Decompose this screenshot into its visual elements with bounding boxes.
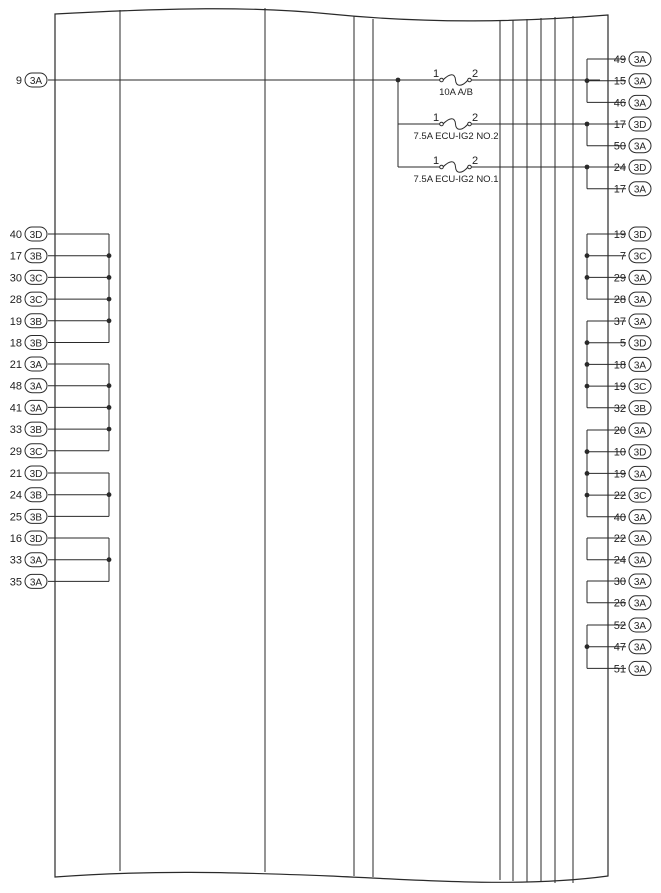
- left-connector-label: 3B: [29, 316, 43, 328]
- left-terminal-pin: 48: [9, 380, 22, 393]
- right-terminal-pin: 50: [613, 140, 626, 153]
- splice-dot: [585, 253, 590, 258]
- left-terminal-pin: 33: [9, 424, 22, 437]
- left-connector-label: 3C: [29, 273, 43, 285]
- left-terminal-pin: 30: [9, 272, 22, 285]
- left-terminal-pin: 16: [9, 533, 22, 545]
- right-connector-label: 3B: [633, 403, 647, 415]
- right-terminal-pin: 46: [613, 97, 626, 110]
- fuse-0-name: 10A A/B: [439, 87, 473, 98]
- right-connector-label: 3A: [633, 642, 647, 654]
- splice-dot: [396, 78, 401, 83]
- left-terminal-pin: 21: [9, 359, 22, 371]
- right-terminal-pin: 32: [613, 402, 626, 415]
- right-connector-label: 3A: [633, 621, 647, 632]
- fuse-2-pin-in: 1: [432, 155, 440, 167]
- right-connector-label: 3D: [633, 163, 647, 174]
- fuse-ecu-ig2-no2-symbol: [443, 119, 468, 130]
- fuse-1-pin-in: 1: [432, 112, 440, 124]
- right-terminal-pin: 22: [613, 490, 626, 503]
- right-connector-label: 3D: [633, 338, 647, 350]
- left-connector-label: 3B: [29, 338, 43, 350]
- right-terminal-pin: 19: [613, 229, 626, 241]
- right-connector-label: 3C: [633, 382, 647, 394]
- left-connector-label: 3B: [29, 512, 43, 524]
- right-connector-label: 3A: [633, 317, 647, 328]
- right-terminal-pin: 18: [613, 359, 626, 372]
- splice-dot: [107, 297, 112, 302]
- right-terminal-pin: 24: [613, 162, 626, 174]
- fuse-1-name: 7.5A ECU-IG2 NO.2: [413, 131, 499, 142]
- right-connector-label: 3A: [633, 512, 647, 524]
- left-connector-label: 3C: [29, 295, 43, 307]
- right-connector-label: 3A: [633, 360, 647, 372]
- right-connector-label: 3C: [633, 251, 647, 263]
- right-terminal-pin: 10: [613, 446, 626, 459]
- fuse-2-pin-out: 2: [471, 155, 479, 167]
- internal-lines: [120, 8, 573, 883]
- splice-dot: [585, 165, 590, 170]
- left-terminal-pin: 41: [9, 402, 22, 415]
- left-connector-label: 3C: [29, 446, 43, 458]
- fuse-1-pin-out: 2: [471, 112, 479, 124]
- left-connector-label: 3B: [29, 425, 43, 437]
- right-terminal-pin: 47: [613, 641, 626, 654]
- right-terminal-pin: 22: [613, 533, 626, 545]
- right-terminal-pin: 37: [613, 316, 626, 328]
- splice-dot: [585, 493, 590, 498]
- right-terminal-pin: 17: [613, 183, 626, 196]
- right-terminal-pin: 49: [613, 54, 626, 66]
- right-terminal-pin: 26: [613, 597, 626, 610]
- right-connector-label: 3A: [633, 184, 647, 196]
- right-terminal-pin: 5: [619, 337, 626, 350]
- splice-dot: [107, 557, 112, 562]
- right-terminal-pin: 51: [613, 663, 626, 676]
- splice-dot: [585, 384, 590, 389]
- splice-dot: [585, 78, 590, 83]
- right-connector-label: 3A: [633, 598, 647, 610]
- left-input-pin-number: 9: [15, 75, 22, 87]
- splice-dot: [585, 340, 590, 345]
- left-terminal-pin: 21: [9, 468, 22, 480]
- splice-dot: [585, 471, 590, 476]
- left-connector-label: 3B: [29, 251, 43, 263]
- splice-dot: [585, 275, 590, 280]
- right-terminal-pin: 19: [613, 468, 626, 481]
- right-terminal-pin: 40: [613, 511, 626, 524]
- splice-dot: [107, 253, 112, 258]
- right-terminal-pin: 52: [613, 620, 626, 632]
- left-connector-label: 3D: [29, 534, 43, 545]
- fuse-0-pin-in: 1: [432, 68, 440, 80]
- left-terminal-pin: 28: [9, 294, 22, 307]
- right-terminal-pin: 28: [613, 294, 626, 307]
- left-connector-label: 3D: [29, 230, 43, 241]
- right-terminal-groups: [585, 52, 651, 675]
- right-connector-label: 3C: [633, 491, 647, 503]
- left-terminal-pin: 33: [9, 554, 22, 567]
- fuse-0-pin-out: 2: [471, 68, 479, 80]
- right-connector-label: 3A: [633, 295, 647, 307]
- right-connector-label: 3A: [633, 469, 647, 481]
- left-connector-label: 3A: [29, 577, 43, 589]
- fuse-wiring: [48, 80, 600, 167]
- splice-dot: [107, 383, 112, 388]
- splice-dot: [107, 427, 112, 432]
- right-terminal-pin: 24: [613, 554, 626, 567]
- right-terminal-pin: 17: [613, 119, 626, 131]
- right-connector-label: 3A: [633, 664, 647, 676]
- right-terminal-pin: 15: [613, 75, 626, 88]
- block-outline: [55, 9, 608, 883]
- left-input-connector-label: 3A: [29, 76, 43, 87]
- splice-dot: [107, 492, 112, 497]
- right-connector-label: 3A: [633, 426, 647, 437]
- splice-dot: [585, 449, 590, 454]
- fuse-10a-ab-symbol: [443, 75, 468, 86]
- left-terminal-pin: 40: [9, 229, 22, 241]
- splice-dot: [585, 362, 590, 367]
- right-connector-label: 3D: [633, 230, 647, 241]
- right-connector-label: 3A: [633, 141, 647, 153]
- right-connector-label: 3D: [633, 120, 647, 131]
- splice-dot: [107, 318, 112, 323]
- left-connector-label: 3D: [29, 469, 43, 480]
- right-terminal-pin: 30: [613, 576, 626, 588]
- right-connector-label: 3D: [633, 447, 647, 459]
- left-connector-label: 3A: [29, 360, 43, 371]
- left-terminal-pin: 19: [9, 315, 22, 328]
- left-connector-label: 3A: [29, 403, 43, 415]
- right-connector-label: 3A: [633, 55, 647, 66]
- fuse-2-name: 7.5A ECU-IG2 NO.1: [413, 174, 499, 185]
- left-terminal-pin: 18: [9, 337, 22, 350]
- left-connector-label: 3A: [29, 555, 43, 567]
- right-connector-label: 3A: [633, 273, 647, 285]
- left-terminal-pin: 24: [9, 489, 22, 502]
- left-terminal-pin: 29: [9, 445, 22, 458]
- right-connector-label: 3A: [633, 534, 647, 545]
- left-terminal-groups: [10, 227, 112, 588]
- splice-dot: [585, 644, 590, 649]
- right-terminal-pin: 19: [613, 381, 626, 394]
- splice-dot: [107, 275, 112, 280]
- right-connector-label: 3A: [633, 98, 647, 110]
- right-connector-label: 3A: [633, 577, 647, 588]
- right-terminal-pin: 7: [619, 250, 626, 263]
- left-terminal-pin: 17: [9, 250, 22, 263]
- right-connector-label: 3A: [633, 555, 647, 567]
- fuse-ecu-ig2-no1-symbol: [443, 162, 468, 173]
- left-terminal-pin: 25: [9, 511, 22, 524]
- right-terminal-pin: 20: [613, 425, 626, 437]
- left-terminal-pin: 35: [9, 576, 22, 589]
- right-terminal-pin: 29: [613, 272, 626, 285]
- left-connector-label: 3B: [29, 490, 43, 502]
- left-connector-label: 3A: [29, 381, 43, 393]
- splice-dot: [107, 405, 112, 410]
- right-connector-label: 3A: [633, 76, 647, 88]
- splice-dot: [585, 122, 590, 127]
